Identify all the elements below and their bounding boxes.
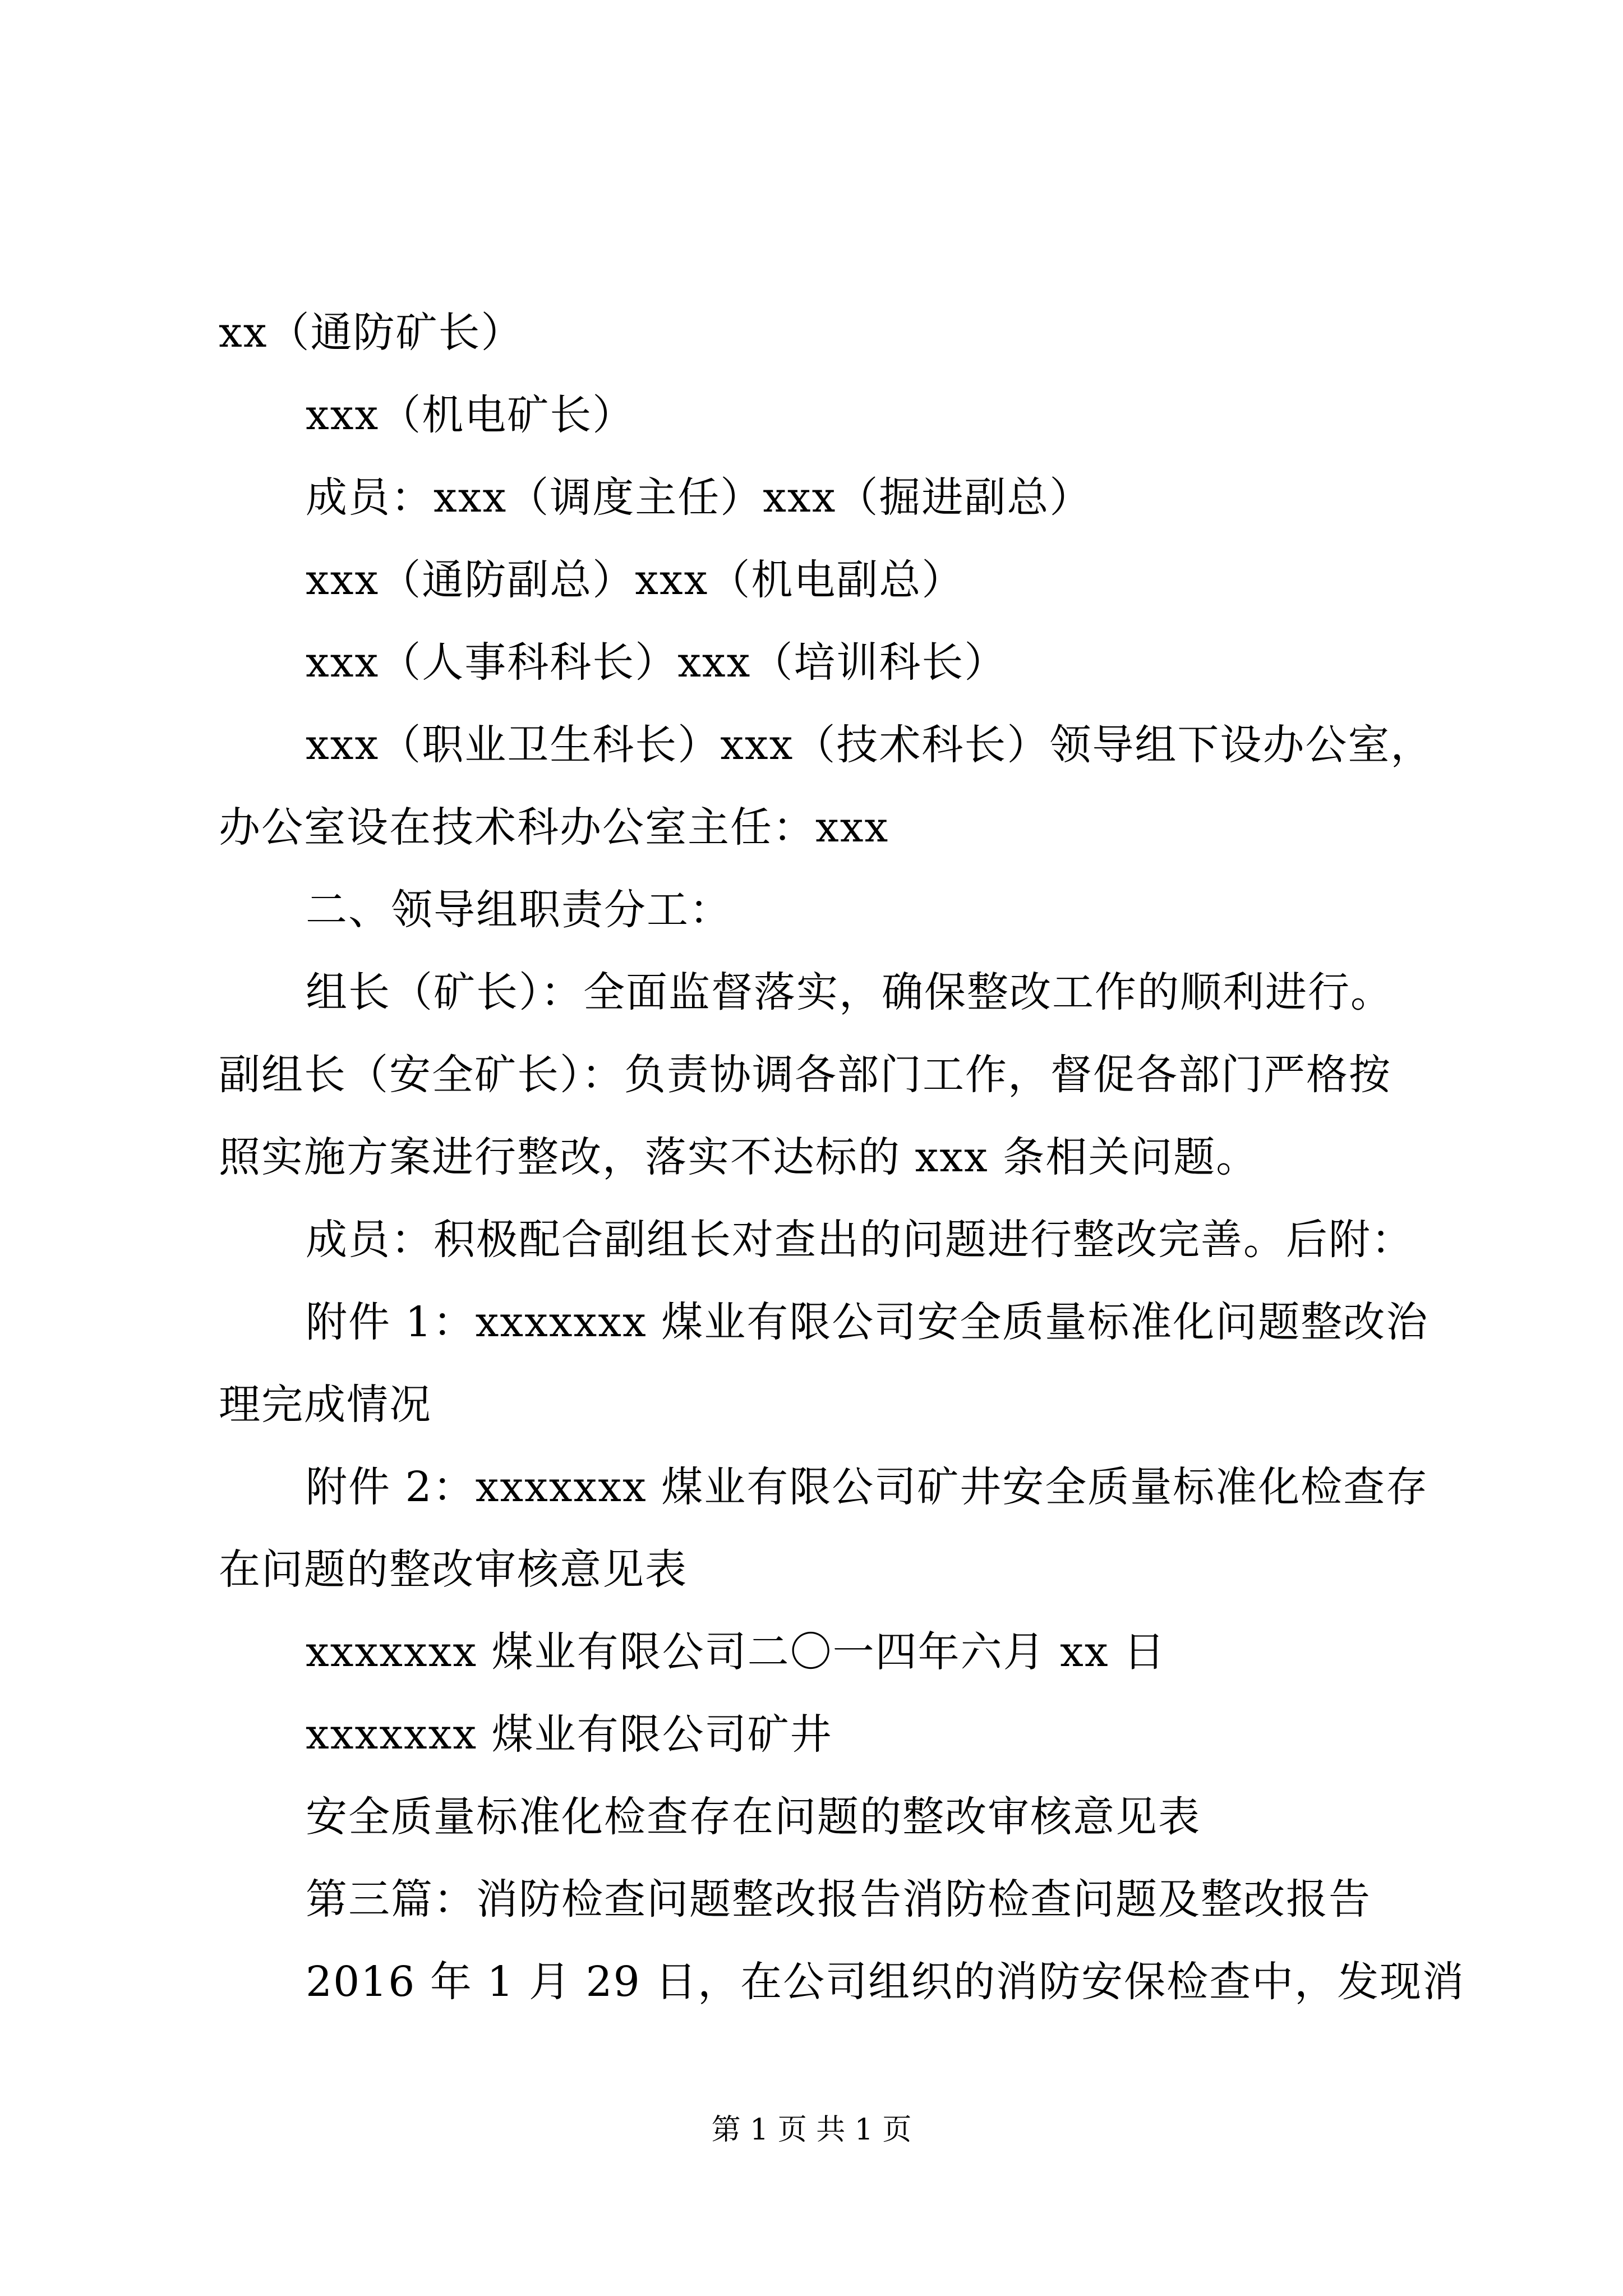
text-line: 成员：积极配合副组长对查出的问题进行整改完善。后附： [306, 1216, 1414, 1264]
text-line: 成员：xxx（调度主任）xxx（掘进副总） [306, 473, 1092, 522]
document-body [219, 292, 1465, 2023]
text-line: 组长（矿长）：全面监督落实，确保整改工作的顺利进行。 [306, 968, 1393, 1016]
text-line: 2016 年 1 月 29 日，在公司组织的消防安保检查中，发现消 [306, 1958, 1465, 2006]
page-footer: 第 1 页 共 1 页 [711, 2113, 912, 2147]
text-line: xxxxxxx 煤业有限公司矿井 [306, 1710, 833, 1759]
text-line: 照实施方案进行整改，落实不达标的 xxx 条相关问题。 [219, 1133, 1259, 1181]
text-line: 理完成情况 [219, 1381, 432, 1429]
text-line: 在问题的整改审核意见表 [219, 1545, 688, 1594]
text-line: xxx（人事科科长）xxx（培训科长） [306, 638, 1007, 687]
section-heading: 第三篇：消防检查问题整改报告消防检查问题及整改报告 [306, 1875, 1371, 1924]
text-line: xxx（机电矿长） [306, 391, 635, 439]
text-line: xxx（通防副总）xxx（机电副总） [306, 556, 965, 604]
text-line: xxx（职业卫生科长）xxx（技术科长）领导组下设办公室， [306, 721, 1433, 769]
text-line: 附件 2：xxxxxxx 煤业有限公司矿井安全质量标准化检查存 [306, 1463, 1429, 1511]
text-line: 安全质量标准化检查存在问题的整改审核意见表 [306, 1793, 1201, 1841]
text-line: 附件 1：xxxxxxx 煤业有限公司安全质量标准化问题整改治 [306, 1298, 1429, 1346]
section-heading: 二、领导组职责分工： [306, 886, 732, 934]
text-line: 副组长（安全矿长）：负责协调各部门工作，督促各部门严格按 [219, 1051, 1391, 1099]
text-line: 办公室设在技术科办公室主任：xxx [219, 803, 889, 852]
text-line: xxxxxxx 煤业有限公司二〇一四年六月 xx 日 [306, 1628, 1166, 1676]
text-line: xx（通防矿长） [219, 309, 524, 357]
